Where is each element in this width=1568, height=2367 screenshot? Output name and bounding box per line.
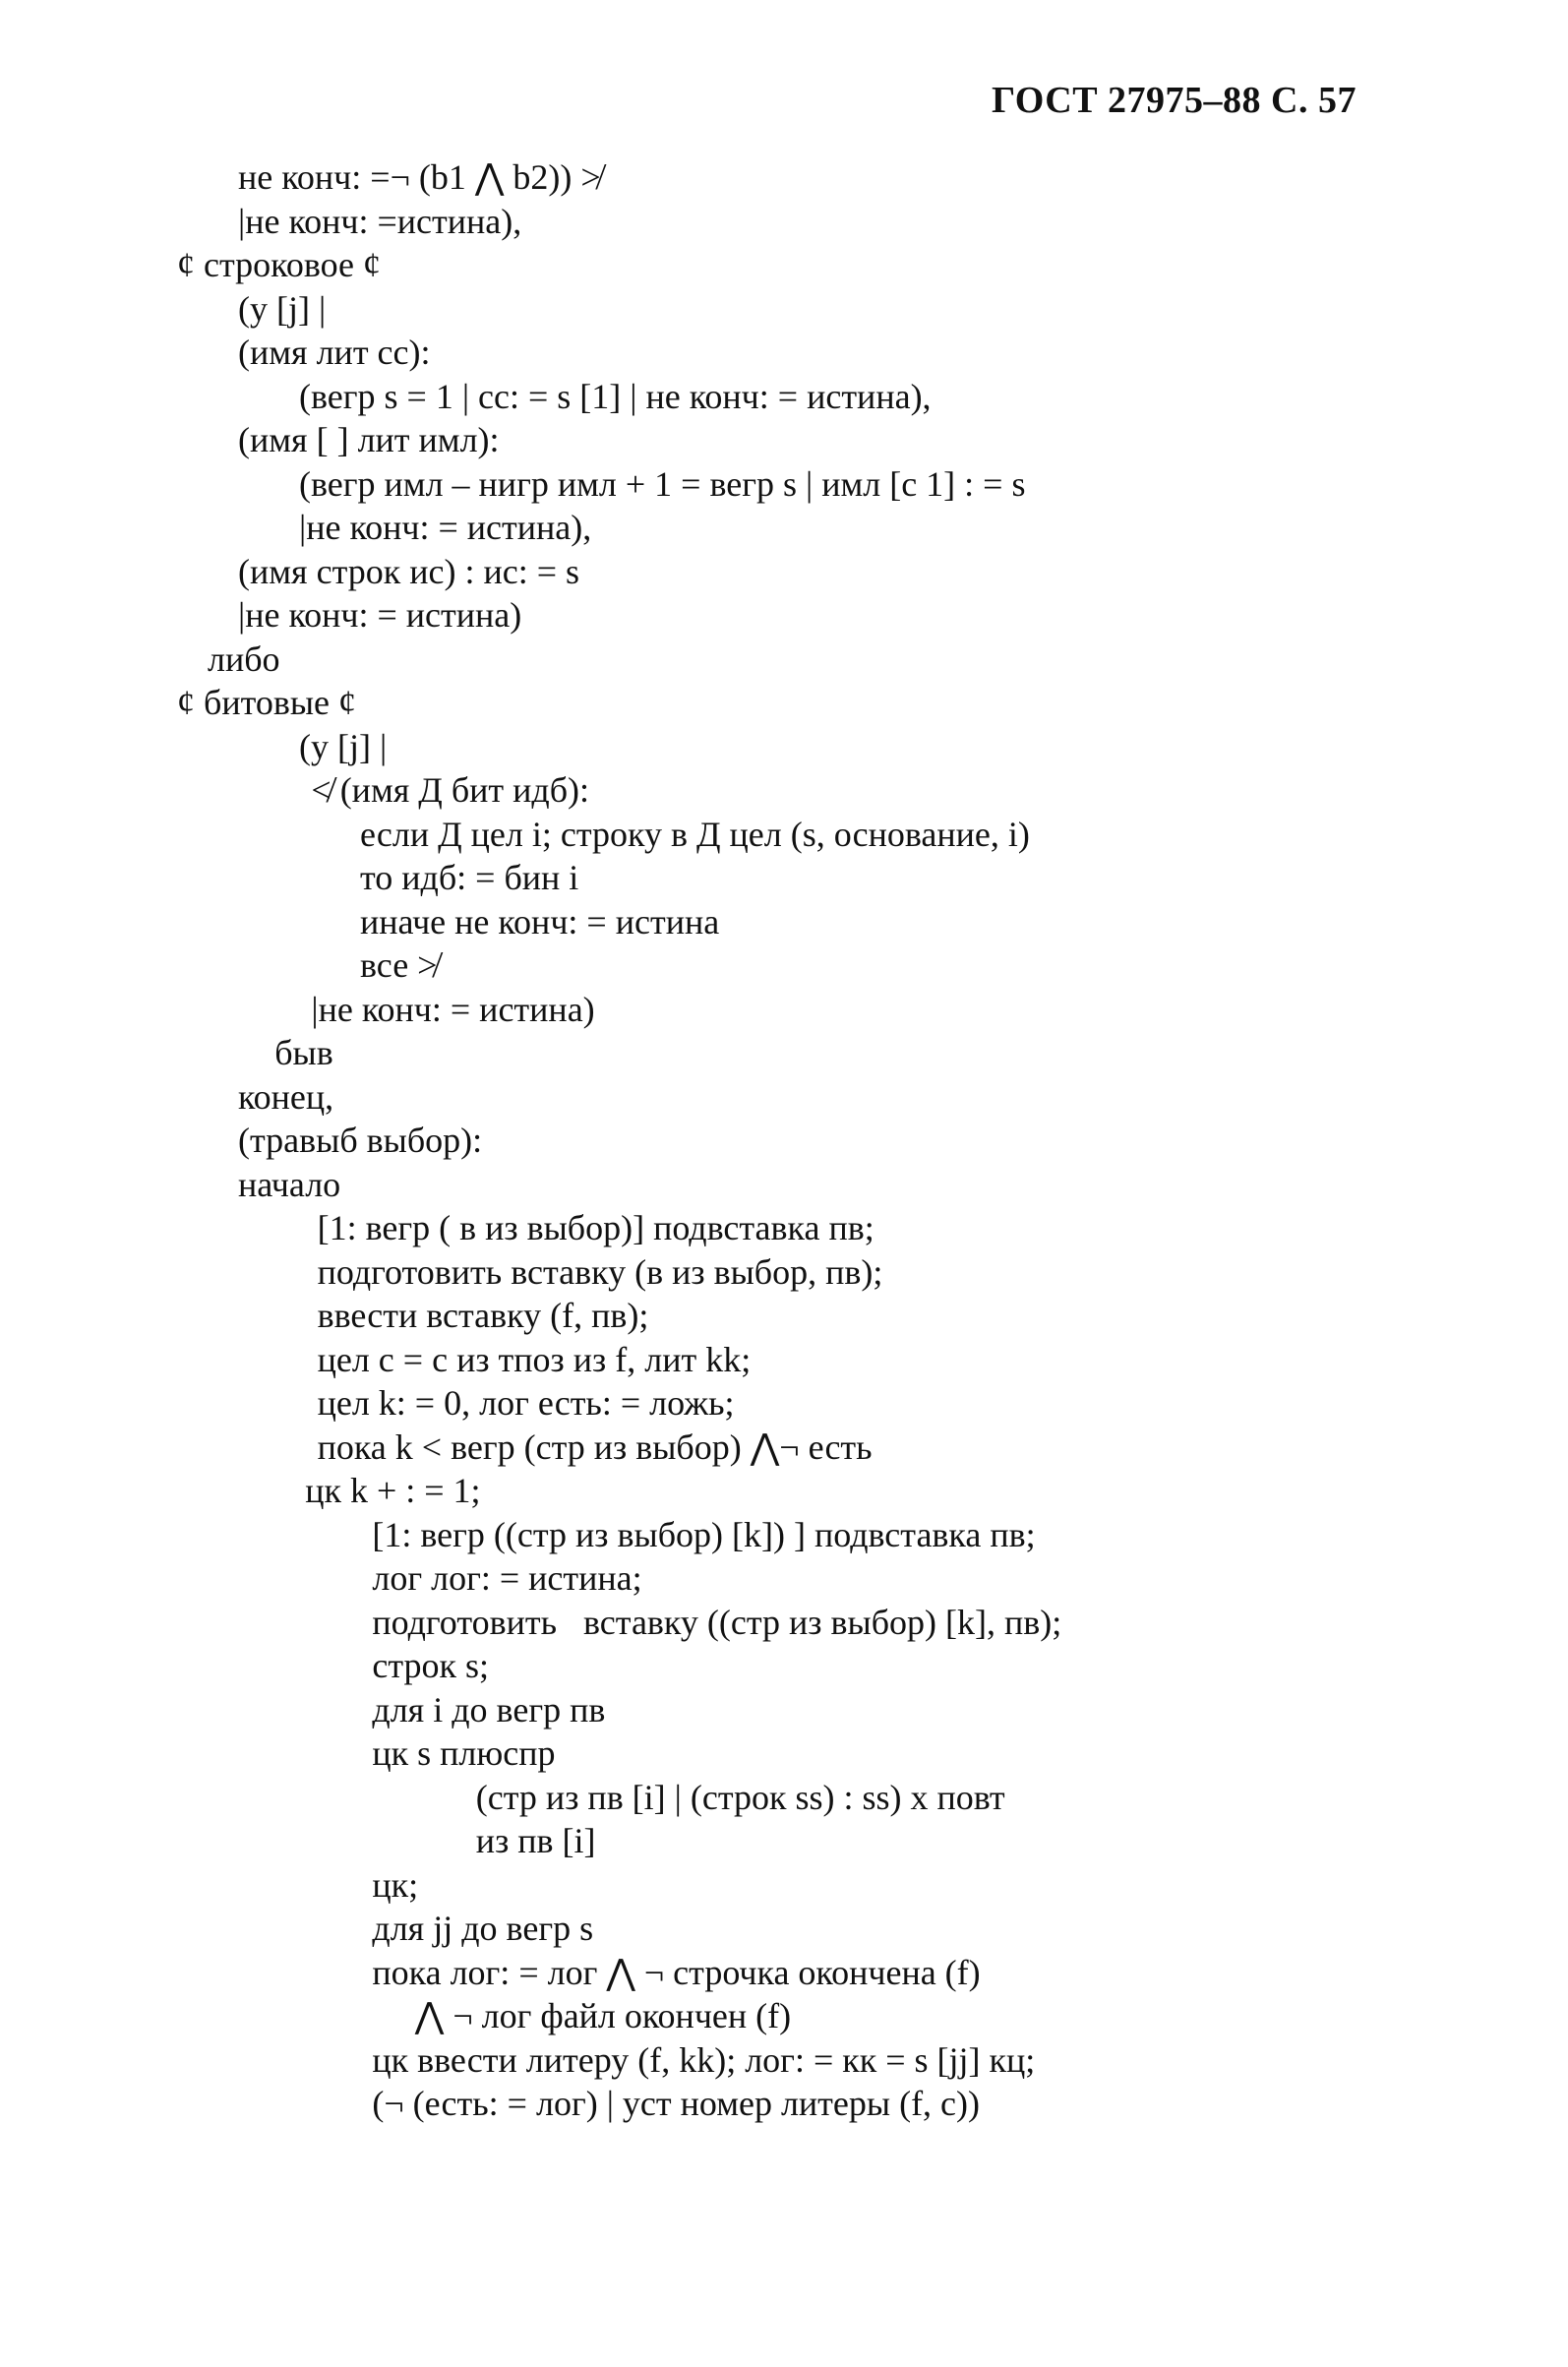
code-line: (имя строк ис) : ис: = s [238, 551, 580, 591]
code-line: подготовить вставку (в из выбор, пв); [317, 1251, 883, 1292]
code-line: подготовить вставку ((стр из выбор) [k], пв); [372, 1602, 1062, 1642]
code-line: пока лог: = лог ⋀ ¬ строчка окончена (f) [372, 1952, 981, 1992]
code-line: конец, [238, 1076, 334, 1117]
code-line: ¢ строковое ¢ [177, 245, 381, 284]
code-line: цк; [372, 1864, 419, 1905]
code-line: пока k < вегр (стр из выбор) ⋀¬ есть [317, 1426, 873, 1467]
code-line: лог лог: = истина; [372, 1558, 642, 1598]
code-line: для jj до вегр s [372, 1909, 594, 1948]
code-line: строк s; [372, 1646, 490, 1685]
code-line: (¬ (есть: = лог) | уст номер литеры (f, c)) [372, 2084, 981, 2123]
code-line: (имя [ ] лит имл): [238, 420, 500, 459]
code-line: ⋀ ¬ лог файл окончен (f) [414, 1996, 792, 2035]
code-line: либо [208, 638, 280, 679]
code-line: [1: вегр ( в из выбор)] подвставка пв; [317, 1208, 874, 1247]
code-line: ¢ битовые ¢ [177, 683, 357, 722]
code-line: все ≯ [360, 945, 438, 985]
code-line: то идб: = бин i [360, 858, 579, 897]
code-line: |не конч: = истина), [299, 508, 592, 547]
code-line: цк s плюспр [372, 1733, 556, 1773]
code-line: цел c = c из тпоз из f, лит kk; [317, 1339, 752, 1379]
code-line: цк ввести литеру (f, kk); лог: = кк = s [jj] кц; [372, 2039, 1036, 2080]
page-header: ГОСТ 27975–88 С. 57 [992, 80, 1357, 121]
code-line: из пв [i] [475, 1821, 596, 1860]
code-line: (у [j] | [299, 726, 388, 766]
code-line: (вегр s = 1 | cc: = s [1] | не конч: = истина), [299, 376, 932, 416]
code-line: ввести вставку (f, пв); [317, 1296, 649, 1335]
code-line: |не конч: = истина) [238, 595, 522, 635]
code-line: |не конч: = истина) [311, 989, 595, 1029]
code-line: (у [j] | [238, 288, 327, 329]
code-line: (травыб выбор): [238, 1121, 483, 1160]
code-line: цел k: = 0, лог есть: = ложь; [317, 1383, 735, 1423]
code-line: (имя лит cc): [238, 333, 431, 372]
code-line: |не конч: =истина), [238, 201, 522, 241]
code-line: если Д цел i; строку в Д цел (s, основание, i) [360, 814, 1030, 854]
code-line: [1: вегр ((стр из выбор) [k]) ] подвставка пв; [372, 1514, 1036, 1554]
code-line: цк k + : = 1; [305, 1471, 481, 1510]
code-line: ≮ (имя Д бит идб): [311, 770, 590, 810]
code-line: иначе не конч: = истина [360, 901, 720, 941]
code-line: (стр из пв [i] | (строк ss) : ss) x повт [475, 1777, 1005, 1817]
code-line: быв [274, 1033, 333, 1072]
code-line: (вегр имл – нигр имл + 1 = вегр s | имл [c 1] : = s [299, 463, 1026, 504]
code-line: начало [238, 1164, 341, 1204]
code-line: для i до вегр пв [372, 1689, 606, 1730]
code-line: не конч: =¬ (b1 ⋀ b2)) ≯ [238, 157, 601, 197]
